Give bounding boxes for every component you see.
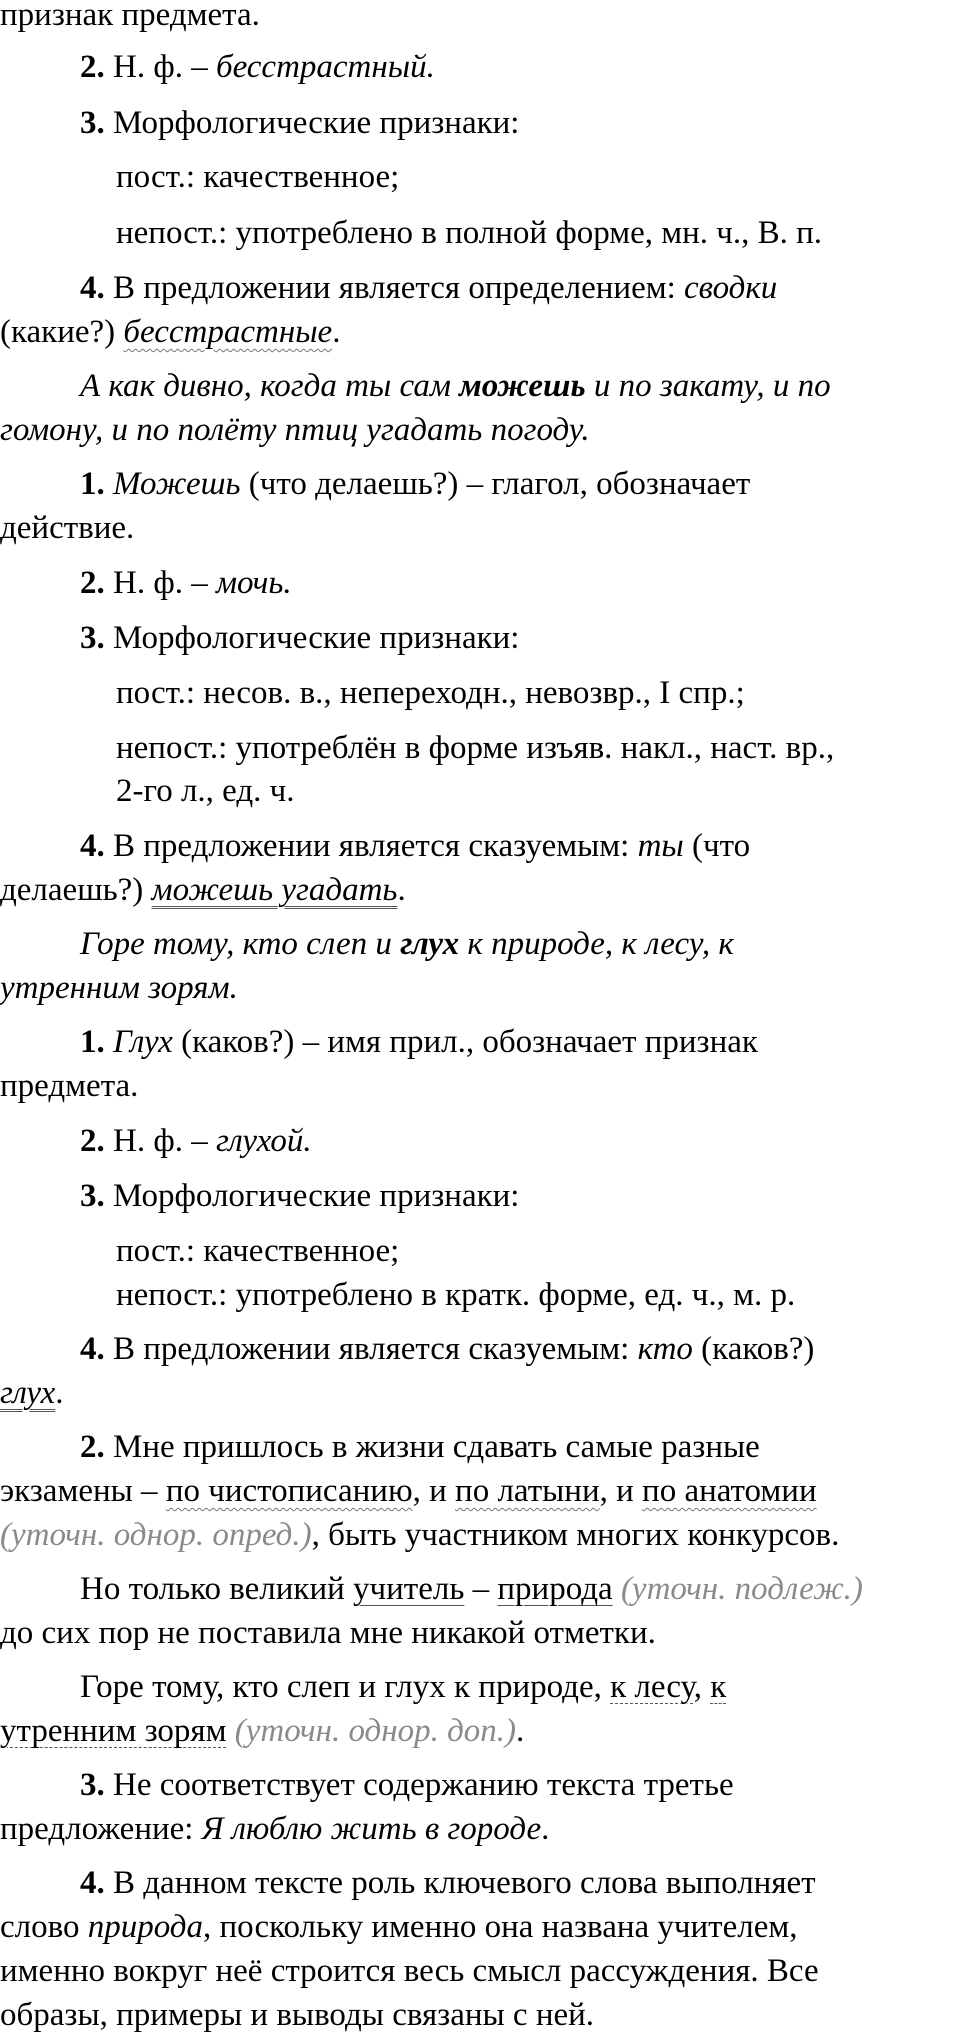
text-line: 4. В предложении является определением: сводки	[80, 270, 778, 306]
underlined-attribute: по анатомии	[642, 1473, 817, 1509]
grammar-note: (уточн. подлеж.)	[612, 1571, 863, 1607]
text-line: утренним зорям.	[0, 970, 238, 1006]
text-line: (какие?) бесстрастные.	[0, 314, 341, 350]
text-line: делаешь?) можешь угадать.	[0, 872, 406, 908]
text-line: Горе тому, кто слеп и глух к природе, к лесу, к	[80, 1669, 727, 1705]
text-line: пост.: несов. в., непереходн., невозвр., I спр.;	[116, 675, 745, 711]
text-line: предмета.	[0, 1068, 139, 1104]
text-line: до сих пор не поставила мне никакой отметки.	[0, 1615, 656, 1651]
text-line: 3. Морфологические признаки:	[80, 1178, 520, 1214]
underlined-attribute: по чистописанию	[165, 1473, 413, 1509]
text-line: 4. В данном тексте роль ключевого слова выполняет	[80, 1865, 816, 1901]
text-line: непост.: употреблено в полной форме, мн. ч., В. п.	[116, 215, 823, 251]
text-line: 3. Не соответствует содержанию текста третье	[80, 1767, 734, 1803]
underlined-object: к	[710, 1669, 727, 1705]
text-line: (уточн. однор. опред.), быть участником многих конкурсов.	[0, 1517, 840, 1553]
text-line: 2. Мне пришлось в жизни сдавать самые разные	[80, 1429, 760, 1465]
text-line: 3. Морфологические признаки:	[80, 105, 520, 141]
text-line: непост.: употреблён в форме изъяв. накл., наст. вр.,	[116, 730, 835, 766]
text-line: 1. Глух (каков?) – имя прил., обозначает признак	[80, 1024, 758, 1060]
underlined-attribute: бесстрастные	[123, 314, 333, 350]
text-line: пост.: качественное;	[116, 159, 400, 195]
text-line: глух.	[0, 1375, 64, 1411]
grammar-note: (уточн. однор. опред.)	[0, 1517, 312, 1553]
text-line: экзамены – по чистописанию, и по латыни, и по анатомии	[0, 1473, 817, 1509]
text-line: 2. Н. ф. – глухой.	[80, 1123, 312, 1159]
text-line: 2-го л., ед. ч.	[116, 773, 295, 809]
text-line: 3. Морфологические признаки:	[80, 620, 520, 656]
grammar-note: (уточн. однор. доп.)	[226, 1713, 517, 1749]
underlined-subject: учитель	[353, 1571, 465, 1607]
text-line: 4. В предложении является сказуемым: кто (каков?)	[80, 1331, 815, 1367]
text-line: непост.: употреблено в кратк. форме, ед. ч., м. р.	[116, 1277, 796, 1313]
text-line: 1. Можешь (что делаешь?) – глагол, обозначает	[80, 466, 751, 502]
underlined-predicate: можешь угадать	[151, 872, 398, 908]
text-line: Но только великий учитель – природа (уточн. подлеж.)	[80, 1571, 863, 1607]
text-line: слово природа, поскольку именно она названа учителем,	[0, 1909, 798, 1945]
text-line: гомону, и по полёту птиц угадать погоду.	[0, 412, 590, 448]
text-line: А как дивно, когда ты сам можешь и по закату, и по	[80, 368, 831, 404]
text-line: 2. Н. ф. – бесстрастный.	[80, 49, 435, 85]
underlined-predicate: глух	[0, 1375, 56, 1411]
underlined-subject: природа	[497, 1571, 613, 1607]
text-line: 2. Н. ф. – мочь.	[80, 565, 292, 601]
text-line: именно вокруг неё строится весь смысл рассуждения. Все	[0, 1953, 819, 1989]
text-line: признак предмета.	[0, 0, 260, 33]
underlined-object: к лесу	[610, 1669, 694, 1705]
underlined-attribute: по латыни	[455, 1473, 600, 1509]
text-line: Горе тому, кто слеп и глух к природе, к лесу, к	[80, 926, 734, 962]
underlined-object: утренним зорям	[0, 1713, 227, 1749]
text-line: утренним зорям (уточн. однор. доп.).	[0, 1713, 525, 1749]
text-line: 4. В предложении является сказуемым: ты (что	[80, 828, 751, 864]
text-line: действие.	[0, 510, 135, 546]
text-line: пост.: качественное;	[116, 1233, 400, 1269]
text-line: образы, примеры и выводы связаны с ней.	[0, 1997, 595, 2033]
text-line: предложение: Я люблю жить в городе.	[0, 1811, 550, 1847]
